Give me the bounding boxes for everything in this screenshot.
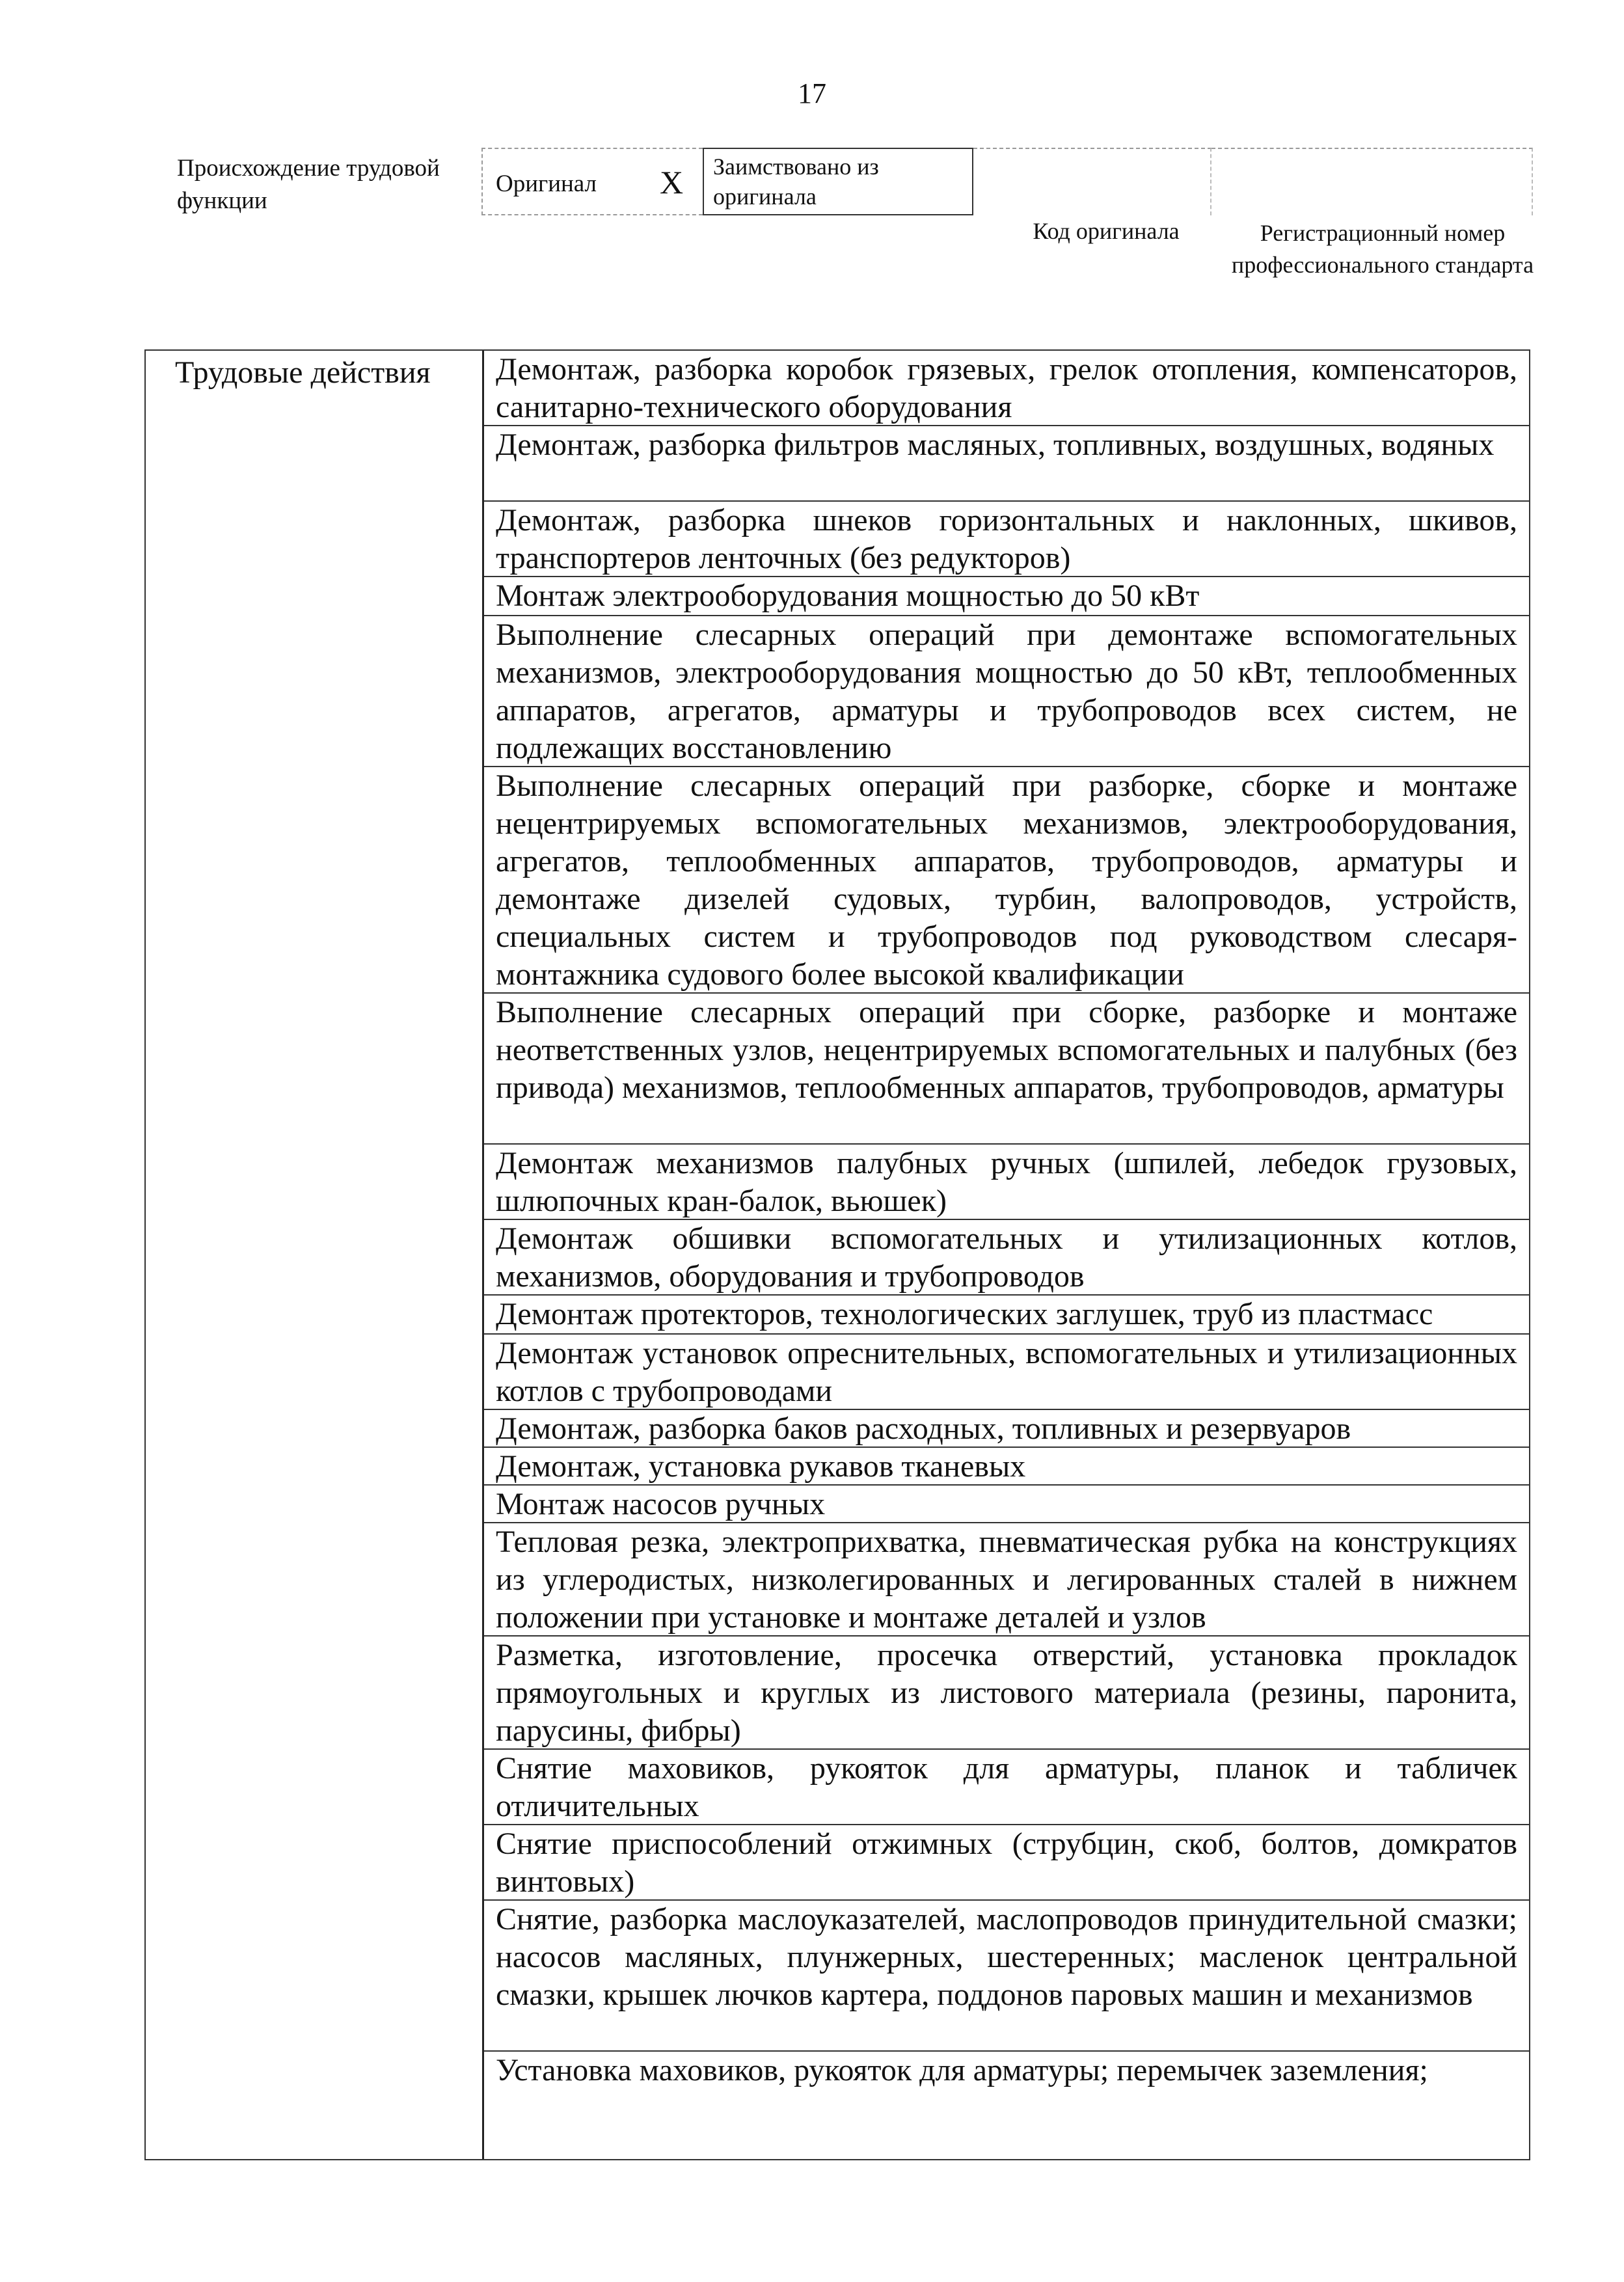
table-row: Демонтаж установок опреснительных, вспомогательных и утилизационных котлов с трубопроводами xyxy=(484,1335,1529,1410)
origin-original-mark: X xyxy=(660,164,684,200)
page-number: 17 xyxy=(798,77,826,109)
table-row: Тепловая резка, электроприхватка, пневматическая рубка на конструкциях из углеродистых, низколегированных и легированных сталей в нижнем положении при установке и монтаже деталей и узлов xyxy=(484,1523,1529,1637)
labor-actions-table xyxy=(144,349,1530,2160)
origin-original-label: Оригинал xyxy=(496,170,597,197)
table-row: Демонтаж протекторов, технологических заглушек, труб из пластмасс xyxy=(484,1296,1529,1335)
table-row: Установка маховиков, рукояток для арматуры; перемычек заземления; xyxy=(496,2053,1428,2087)
table-row: Демонтаж, разборка фильтров масляных, топливных, воздушных, водяных xyxy=(484,426,1529,502)
origin-row xyxy=(481,148,1533,215)
table-row: Демонтаж, разборка шнеков горизонтальных и наклонных, шкивов, транспортеров ленточных (без редукторов) xyxy=(484,502,1529,577)
table-row: Снятие, разборка маслоуказателей, маслопроводов принудительной смазки; насосов масляных, плунжерных, шестеренных; масленок центральной смазки, крышек лючков картера, поддонов паровых машин и механизмов xyxy=(484,1901,1529,2052)
row-label: Трудовые действия xyxy=(175,355,431,390)
table-row: Монтаж насосов ручных xyxy=(484,1486,1529,1523)
table-row: Демонтаж обшивки вспомогательных и утилизационных котлов, механизмов, оборудования и трубопроводов xyxy=(484,1220,1529,1296)
table-row: Демонтаж, разборка баков расходных, топливных и резервуаров xyxy=(484,1410,1529,1448)
table-row: Снятие приспособлений отжимных (струбцин, скоб, болтов, домкратов винтовых) xyxy=(484,1825,1529,1901)
origin-original-cell xyxy=(481,148,703,215)
table-row: Выполнение слесарных операций при демонтаже вспомогательных механизмов, электрооборудования мощностью до 50 кВт, теплообменных аппаратов, агрегатов, арматуры и трубопроводов всех систем, не подлежащих восстановлению xyxy=(484,616,1529,767)
table-row: Снятие маховиков, рукояток для арматуры, планок и табличек отличительных xyxy=(484,1750,1529,1825)
origin-code-caption: Код оригинала xyxy=(1033,218,1180,244)
origin-reg-caption: Регистрационный номер профессионального стандарта xyxy=(1231,220,1534,278)
table-row: Демонтаж, разборка коробок грязевых, грелок отопления, компенсаторов, санитарно-технического оборудования xyxy=(484,351,1529,426)
table-row: Выполнение слесарных операций при сборке, разборке и монтаже неответственных узлов, нецентрируемых вспомогательных и палубных (без привода) механизмов, теплообменных аппаратов, трубопроводов, арматуры xyxy=(484,994,1529,1145)
origin-code-cell xyxy=(973,148,1211,215)
table-row: Демонтаж механизмов палубных ручных (шпилей, лебедок грузовых, шлюпочных кран-балок, вьюшек) xyxy=(484,1145,1529,1220)
table-row: Разметка, изготовление, просечка отверстий, установка прокладок прямоугольных и круглых из листового материала (резины, паронита, парусины, фибры) xyxy=(484,1637,1529,1750)
origin-label: Происхождение трудовой функции xyxy=(177,155,440,214)
origin-reg-cell xyxy=(1211,148,1533,215)
origin-borrowed-label: Заимствовано из оригинала xyxy=(713,154,879,210)
origin-borrowed-cell xyxy=(703,148,973,215)
row-label-cell xyxy=(146,351,484,2159)
table-row: Монтаж электрооборудования мощностью до 50 кВт xyxy=(484,577,1529,616)
table-row: Выполнение слесарных операций при разборке, сборке и монтаже нецентрируемых вспомогательных механизмов, электрооборудования, агрегатов, теплообменных аппаратов, трубопроводов, арматуры и демонтаже дизелей судовых, турбин, валопроводов, устройств, специальных систем и трубопроводов под руководством слесаря-монтажника судового более высокой квалификации xyxy=(484,767,1529,994)
table-row: Демонтаж, установка рукавов тканевых xyxy=(484,1448,1529,1486)
